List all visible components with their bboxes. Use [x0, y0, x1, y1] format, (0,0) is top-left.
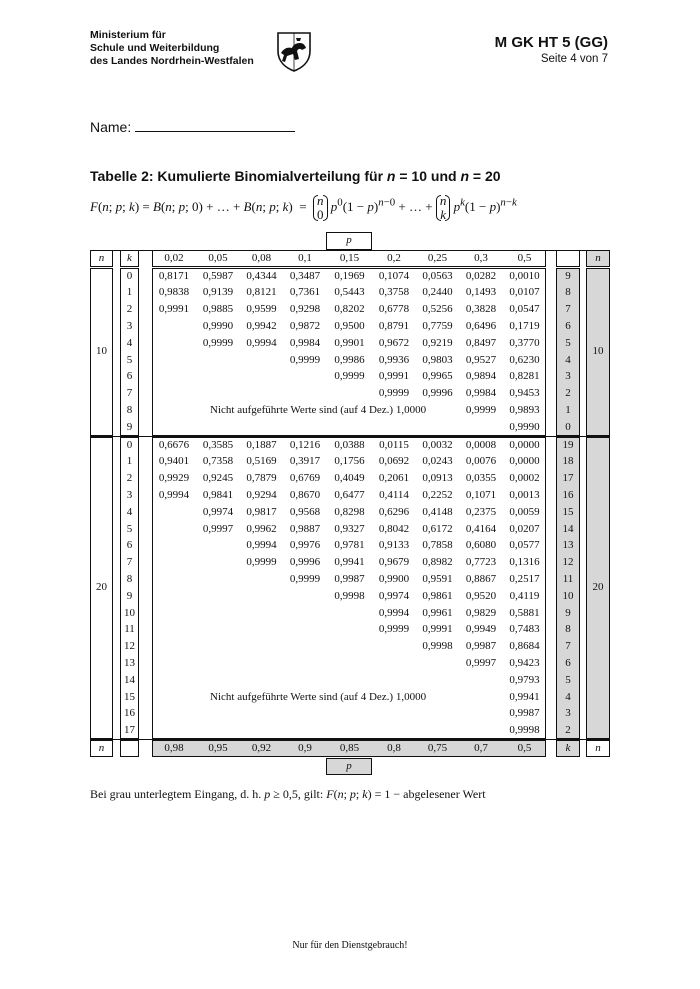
- table-cell: 0,9999: [289, 572, 321, 585]
- table-cell: 0,4049: [334, 472, 365, 485]
- table-cell: 0,9936: [378, 353, 410, 366]
- table-cell: 0,7358: [202, 455, 234, 468]
- table-cell: 0,9987: [509, 707, 540, 720]
- exam-code: M GK HT 5 (GG): [494, 34, 608, 51]
- right-k-value: 11: [562, 572, 574, 585]
- table-cell: 0,4148: [422, 505, 453, 518]
- table-cell: 0,9793: [509, 673, 540, 686]
- right-k-value: 2: [565, 387, 571, 400]
- table-cell: 0,0282: [465, 269, 497, 282]
- table-cell: 0,6496: [465, 319, 497, 332]
- table-cell: 0,0000: [509, 455, 540, 468]
- table-cell: 0,9999: [202, 336, 234, 349]
- header-n-left: n: [98, 252, 105, 264]
- table-cell: 0,6769: [289, 472, 321, 485]
- table-title-n2: n: [460, 168, 469, 184]
- n-value: 20: [96, 581, 107, 594]
- table-cell: 0,5443: [334, 286, 365, 299]
- k-value: 2: [126, 472, 133, 485]
- right-k-value: 15: [562, 505, 574, 518]
- table-cell: 0,9219: [422, 336, 453, 349]
- footer-k-spacer-box: [120, 740, 139, 757]
- table-cell: 0,0076: [465, 455, 497, 468]
- table-cell: 0,9401: [158, 455, 190, 468]
- p-value-top: 0,5: [517, 252, 532, 264]
- table-cell: 0,9987: [334, 572, 365, 585]
- table-cell: 0,8171: [158, 269, 190, 282]
- right-k-value: 6: [565, 656, 571, 669]
- table-cell: 0,9999: [378, 387, 410, 400]
- right-k-value: 9: [565, 269, 571, 282]
- right-k-value: 14: [562, 522, 574, 535]
- table-cell: 0,0692: [378, 455, 410, 468]
- table-cell: 0,3828: [465, 303, 497, 316]
- table-cell: 0,2440: [422, 286, 453, 299]
- table-cell: 0,9861: [422, 589, 453, 602]
- table-cell: 0,8684: [509, 640, 540, 653]
- k-value: 14: [124, 673, 135, 686]
- right-k-value: 12: [562, 556, 574, 569]
- name-label: Name:: [90, 119, 132, 135]
- p-value-top: 0,05: [208, 252, 228, 264]
- table-cell: 0,9679: [378, 556, 410, 569]
- table-cell: 0,8042: [378, 522, 410, 535]
- table-cell: 0,0115: [379, 438, 409, 451]
- note-n10: Nicht aufgeführte Werte sind (auf 4 Dez.) 1,0000: [210, 404, 427, 417]
- k-value: 17: [124, 724, 135, 737]
- ministry-line: Schule und Weiterbildung: [90, 42, 220, 54]
- right-k-value: 2: [565, 724, 571, 737]
- table-cell: 0,9994: [378, 606, 410, 619]
- table-cell: 0,9841: [202, 488, 234, 501]
- table-cell: 0,9996: [422, 387, 453, 400]
- table-cell: 0,9929: [158, 472, 190, 485]
- k-value: 13: [124, 656, 135, 669]
- table-cell: 0,1756: [334, 455, 365, 468]
- table-cell: 0,8121: [246, 286, 277, 299]
- right-k-value: 19: [562, 438, 574, 451]
- table-cell: 0,9885: [202, 303, 234, 316]
- table-cell: 0,9999: [378, 623, 410, 636]
- table-cell: 0,9942: [246, 319, 277, 332]
- table-cell: 0,1887: [246, 438, 277, 451]
- table-title-mid: = 10 und: [395, 168, 461, 184]
- table-cell: 0,3917: [289, 455, 321, 468]
- table-cell: 0,9976: [289, 539, 321, 552]
- note-n20: Nicht aufgeführte Werte sind (auf 4 Dez.) 1,0000: [210, 690, 427, 703]
- table-cell: 0,9991: [378, 370, 410, 383]
- table-cell: 0,0002: [509, 472, 540, 485]
- right-k-value: 18: [562, 455, 574, 468]
- table-title-prefix: Tabelle 2: Kumulierte Binomialverteilung für: [90, 168, 387, 184]
- footer-n-right: n: [595, 741, 601, 754]
- table-cell: 0,8670: [289, 488, 321, 501]
- p-value-top: 0,25: [427, 252, 448, 264]
- table-cell: 0,9990: [509, 420, 540, 433]
- k-value: 0: [126, 438, 133, 451]
- table-cell: 0,9591: [422, 572, 453, 585]
- table-cell: 0,0388: [334, 438, 365, 451]
- ministry-line: des Landes Nordrhein-Westfalen: [90, 55, 254, 67]
- table-cell: 0,2061: [378, 472, 410, 485]
- k-value: 5: [126, 353, 133, 366]
- table-cell: 0,9453: [509, 387, 540, 400]
- table-cell: 0,9423: [509, 656, 540, 669]
- table-cell: 0,8791: [378, 319, 410, 332]
- table-cell: 0,9998: [509, 724, 540, 737]
- table-cell: 0,9999: [289, 353, 321, 366]
- p-value-top: 0,02: [164, 252, 184, 264]
- header-n-right: n: [595, 252, 601, 264]
- table-cell: 0,9998: [422, 640, 453, 653]
- table-cell: 0,9500: [334, 319, 365, 332]
- table-cell: 0,0913: [422, 472, 453, 485]
- footer-k: k: [565, 741, 571, 754]
- footer-n-left: n: [98, 741, 105, 754]
- k-value: 15: [124, 690, 135, 703]
- right-k-value: 4: [565, 353, 571, 366]
- table-cell: 0,9990: [202, 319, 234, 332]
- table-cell: 0,5987: [202, 269, 234, 282]
- table-cell: 0,9672: [378, 336, 410, 349]
- table-cell: 0,9901: [334, 336, 365, 349]
- table-cell: 0,0000: [509, 438, 540, 451]
- table-cell: 0,6676: [158, 438, 190, 451]
- n-value: 10: [96, 345, 107, 358]
- table-cell: 0,9999: [465, 403, 497, 416]
- table-cell: 0,9817: [246, 505, 277, 518]
- n-right-value: 20: [592, 581, 604, 594]
- table-cell: 0,9887: [289, 522, 321, 535]
- table-cell: 0,0563: [422, 269, 453, 282]
- k-value: 8: [126, 403, 133, 416]
- table-cell: 0,9781: [334, 539, 365, 552]
- table-cell: 0,9133: [378, 539, 410, 552]
- table-title-n1: n: [386, 168, 396, 184]
- table-cell: 0,9872: [289, 319, 321, 332]
- table-cell: 0,7858: [422, 539, 453, 552]
- table-cell: 0,8202: [334, 303, 365, 316]
- p-value-bottom: 0,95: [208, 741, 228, 754]
- k-value: 4: [126, 336, 133, 349]
- table-cell: 0,0032: [422, 438, 453, 451]
- k-value: 9: [126, 589, 133, 602]
- right-k-value: 3: [565, 707, 571, 720]
- table-cell: 0,6477: [334, 488, 365, 501]
- table-cell: 0,0243: [422, 455, 453, 468]
- table-cell: 0,7483: [509, 623, 540, 636]
- table-cell: 0,9941: [509, 690, 540, 703]
- table-cell: 0,3585: [202, 438, 234, 451]
- table-cell: 0,2517: [509, 572, 540, 585]
- table-cell: 0,9986: [334, 353, 365, 366]
- table-cell: 0,5169: [246, 455, 277, 468]
- p-value-bottom: 0,7: [474, 741, 488, 754]
- table-cell: 0,3770: [509, 336, 540, 349]
- table-cell: 0,9829: [465, 606, 497, 619]
- table-cell: 0,9965: [422, 370, 453, 383]
- table-cell: 0,5881: [509, 606, 540, 619]
- table-cell: 0,9949: [465, 623, 497, 636]
- table-cell: 0,9961: [422, 606, 453, 619]
- table-cell: 0,4164: [465, 522, 497, 535]
- table-cell: 0,9997: [202, 522, 234, 535]
- k-value: 5: [126, 522, 133, 535]
- table-cell: 0,8497: [465, 336, 497, 349]
- table-cell: 0,8867: [465, 572, 497, 585]
- table-cell: 0,9997: [465, 656, 497, 669]
- table-cell: 0,9984: [289, 336, 321, 349]
- table-cell: 0,0355: [465, 472, 497, 485]
- table-cell: 0,6172: [422, 522, 453, 535]
- table-cell: 0,6296: [378, 505, 410, 518]
- k-value: 2: [126, 303, 133, 316]
- table-cell: 0,7361: [289, 286, 321, 299]
- p-value-top: 0,15: [339, 252, 360, 264]
- table-cell: 0,9139: [202, 286, 234, 299]
- table-cell: 0,9298: [289, 303, 321, 316]
- table-cell: 0,0013: [509, 488, 540, 501]
- right-k-value: 4: [565, 690, 571, 703]
- table-cell: 0,1074: [378, 269, 410, 282]
- table-cell: 0,9991: [422, 623, 453, 636]
- table-cell: 0,9893: [509, 403, 540, 416]
- table-cell: 0,9838: [158, 286, 190, 299]
- cumulative-formula: F(n; p; k) = B(n; p; 0) + … + B(n; p; k) = n 0 $p^0(1 - p)^{n-0}$ + … + n k $p^k(1 - p)^{n-k}$: [90, 193, 517, 222]
- k-value: 11: [124, 623, 135, 636]
- table-cell: 0,2375: [465, 505, 497, 518]
- right-k-value: 10: [562, 589, 574, 602]
- table-cell: 0,4344: [246, 269, 277, 282]
- table-cell: 0,9999: [246, 556, 277, 569]
- right-k-value: 5: [565, 336, 571, 349]
- table-cell: 0,9987: [465, 640, 497, 653]
- right-k-value: 3: [565, 370, 571, 383]
- right-k-value: 8: [565, 623, 571, 636]
- table-cell: 0,9803: [422, 353, 453, 366]
- k-value: 1: [126, 286, 133, 299]
- table-caption: Bei grau unterlegtem Eingang, d. h. p ≥ 0,5, gilt: F(n; p; k) = 1 − abgelesener Wert: [90, 787, 486, 801]
- table-cell: 0,0059: [509, 505, 540, 518]
- p-value-top: 0,08: [251, 252, 272, 264]
- table-cell: 0,9894: [465, 370, 497, 383]
- right-k-value: 9: [565, 606, 571, 619]
- caption-text-1: Bei grau unterlegtem Eingang, d. h.: [90, 787, 265, 801]
- table-cell: 0,9941: [334, 556, 365, 569]
- k-value: 3: [126, 319, 133, 332]
- table-cell: 0,9996: [289, 556, 321, 569]
- right-k-value: 17: [562, 472, 574, 485]
- table-cell: 0,9599: [246, 303, 277, 316]
- table-cell: 0,9527: [465, 353, 497, 366]
- table-cell: 0,9991: [158, 303, 190, 316]
- ministry-line: Ministerium für: [90, 29, 166, 41]
- table-cell: 0,8982: [422, 556, 453, 569]
- table-cell: 0,1493: [465, 286, 497, 299]
- table-cell: 0,9999: [334, 370, 365, 383]
- header-k: k: [127, 252, 132, 264]
- k-value: 0: [126, 269, 133, 282]
- table-cell: 0,7723: [465, 556, 497, 569]
- table-cell: 0,9962: [246, 522, 277, 535]
- k-value: 6: [126, 370, 133, 383]
- footer-note: Nur für den Dienstgebrauch!: [292, 940, 408, 951]
- k-value: 4: [126, 505, 133, 518]
- right-k-value: 1: [565, 403, 571, 416]
- table-cell: 0,9974: [202, 505, 234, 518]
- table-cell: 0,8281: [509, 370, 540, 383]
- table-cell: 0,9327: [334, 522, 365, 535]
- k-value: 8: [126, 572, 133, 585]
- table-cell: 0,3487: [289, 269, 321, 282]
- k-value: 16: [124, 707, 135, 720]
- table-cell: 0,0107: [509, 286, 540, 299]
- right-k-value: 8: [565, 286, 571, 299]
- table-cell: 0,0577: [509, 539, 540, 552]
- k-value: 7: [126, 387, 133, 400]
- table-cell: 0,0207: [509, 522, 540, 535]
- k-value: 9: [126, 420, 133, 433]
- table-cell: 0,0008: [465, 438, 497, 451]
- table-cell: 0,8298: [334, 505, 365, 518]
- table-cell: 0,1719: [509, 319, 540, 332]
- table-cell: 0,0547: [509, 303, 540, 316]
- p-value-bottom: 0,92: [251, 741, 272, 754]
- p-value-bottom: 0,9: [298, 741, 312, 754]
- page-number: Seite 4 von 7: [540, 53, 608, 65]
- p-value-bottom: 0,75: [427, 741, 448, 754]
- table-cell: 0,4119: [509, 589, 540, 602]
- right-k-value: 6: [565, 319, 571, 332]
- table-cell: 0,9294: [246, 488, 277, 501]
- table-cell: 0,9984: [465, 387, 497, 400]
- table-cell: 0,1969: [334, 269, 365, 282]
- caption-text-3: abgelesener Wert: [403, 787, 486, 801]
- table-cell: 0,9998: [334, 589, 365, 602]
- table-cell: 0,6080: [465, 539, 497, 552]
- table-cell: 0,6230: [509, 353, 540, 366]
- table-cell: 0,1071: [465, 488, 497, 501]
- table-cell: 0,3758: [378, 286, 410, 299]
- table-cell: 0,7879: [246, 472, 277, 485]
- table-cell: 0,4114: [379, 488, 409, 501]
- table-cell: 0,9994: [246, 539, 277, 552]
- caption-text-2: , gilt:: [297, 787, 327, 801]
- p-value-bottom: 0,85: [339, 741, 360, 754]
- k-value: 7: [126, 556, 133, 569]
- k-value: 1: [126, 455, 133, 468]
- table-cell: 0,7759: [422, 319, 453, 332]
- right-k-value: 7: [565, 640, 571, 653]
- n-right-value: 10: [592, 345, 604, 358]
- table-cell: 0,9994: [158, 488, 190, 501]
- right-k-value: 13: [562, 539, 574, 552]
- table-cell: 0,9994: [246, 336, 277, 349]
- k-value: 12: [124, 640, 135, 653]
- table-cell: 0,9245: [202, 472, 234, 485]
- table-cell: 0,0010: [509, 269, 540, 282]
- k-value: 6: [126, 539, 133, 552]
- k-value: 10: [124, 606, 135, 619]
- k-value: 3: [126, 488, 133, 501]
- p-value-bottom: 0,98: [164, 741, 184, 754]
- table-cell: 0,9568: [289, 505, 321, 518]
- table-cell: 0,9520: [465, 589, 497, 602]
- header-right-k-box: [556, 250, 580, 267]
- p-label-bottom: p: [346, 759, 352, 772]
- table-cell: 0,9900: [378, 572, 410, 585]
- table-cell: 0,1316: [509, 556, 540, 569]
- table-cell: 0,6778: [378, 303, 410, 316]
- table-cell: 0,9974: [378, 589, 410, 602]
- right-k-value: 0: [565, 420, 571, 433]
- table-cell: 0,5256: [422, 303, 453, 316]
- table-cell: 0,2252: [422, 488, 453, 501]
- p-value-bottom: 0,5: [517, 741, 532, 754]
- table-title-suffix: = 20: [469, 168, 501, 184]
- table-cell: 0,1216: [289, 438, 321, 451]
- p-value-top: 0,2: [387, 252, 401, 264]
- p-value-bottom: 0,8: [387, 741, 401, 754]
- p-label-top: p: [346, 234, 352, 246]
- right-k-value: 16: [562, 488, 574, 501]
- p-value-top: 0,1: [298, 252, 312, 264]
- right-k-value: 7: [565, 303, 571, 316]
- right-k-value: 5: [565, 673, 571, 686]
- p-value-top: 0,3: [474, 252, 488, 264]
